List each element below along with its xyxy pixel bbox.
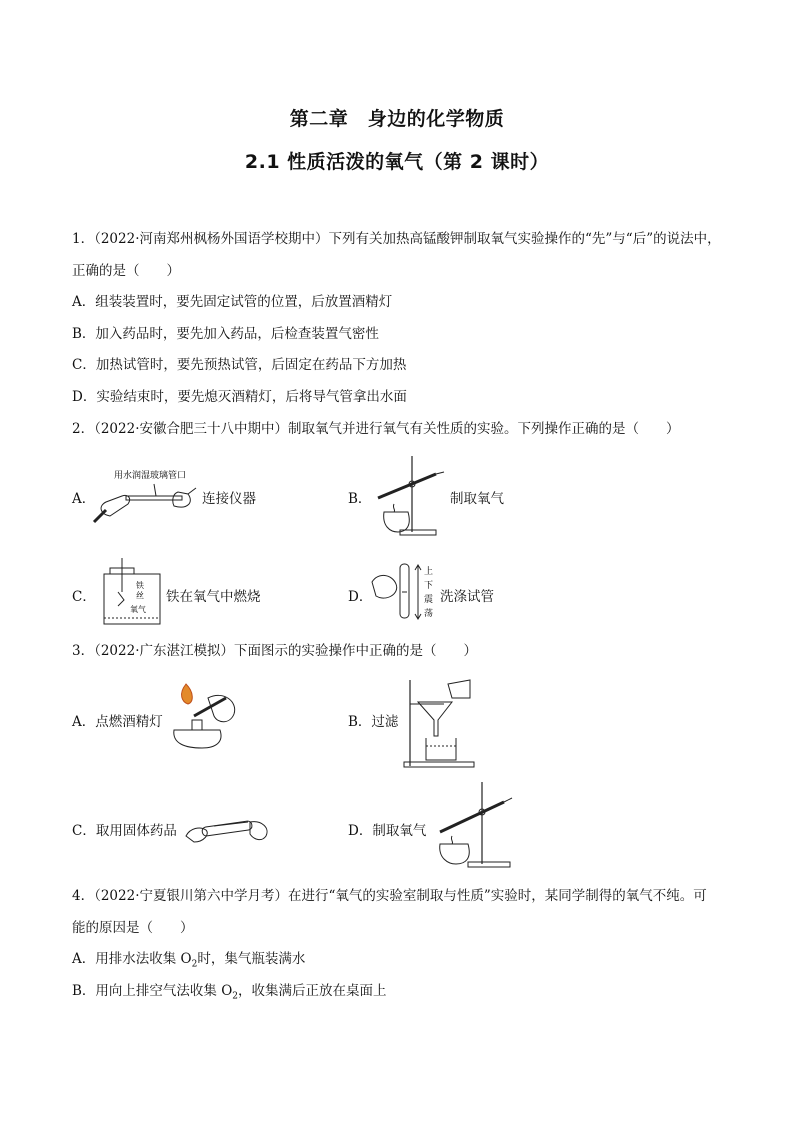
q4-option-a-suffix: 时，集气瓶装满水	[197, 951, 306, 967]
q3-c-image-take-solid	[184, 796, 274, 850]
q1-option-b: B．加入药品时，要先加入药品，后检查装置气密性	[72, 326, 379, 342]
q4-stem-line2: 能的原因是（ ）	[72, 920, 194, 936]
q2-option-c-caption: 铁在氧气中燃烧	[166, 589, 261, 605]
q2-d-image-shake-test-tube	[370, 562, 440, 626]
q4-option-a-sub: 2	[191, 959, 198, 970]
q2-option-a-letter: A．	[72, 491, 96, 507]
q2-d-label-up: 上	[424, 567, 434, 577]
q2-c-label-oxygen: 氧气	[130, 605, 146, 614]
q4-stem-line1: 4．（2022·宁夏银川第六中学月考）在进行“氧气的实验室制取与性质”实验时，某同学制得的氧气不纯。可	[72, 888, 707, 904]
q2-d-label-down: 下	[424, 581, 434, 591]
q1-stem-line1: 1．（2022·河南郑州枫杨外国语学校期中）下列有关加热高锰酸钾制取氧气实验操作的“先”与“后”的说法中，	[72, 231, 721, 247]
q3-stem: 3．（2022·广东湛江模拟）下面图示的实验操作中正确的是（ ）	[72, 643, 477, 659]
q3-d-image-oxygen-apparatus	[432, 778, 518, 874]
q1-stem-line2: 正确的是（ ）	[72, 263, 180, 279]
section-title: 2.1 性质活泼的氧气（第 2 课时）	[244, 151, 550, 173]
q2-b-image-oxygen-apparatus	[372, 452, 448, 542]
q4-option-b	[72, 981, 732, 1007]
q2-d-label-shake1: 震	[424, 595, 434, 605]
q2-option-a-caption: 连接仪器	[202, 491, 256, 507]
q2-c-label-iron: 铁	[136, 581, 144, 590]
q4-option-a	[72, 949, 732, 975]
q2-d-label-shake2: 荡	[424, 609, 434, 619]
q3-option-d: D．制取氧气	[348, 823, 427, 839]
q3-option-b: B．过滤	[348, 714, 399, 730]
q4-option-b-prefix: B．用向上排空气法收集 O	[72, 983, 233, 999]
q3-option-a: A．点燃酒精灯	[72, 714, 163, 730]
q1-option-a: A．组装装置时，要先固定试管的位置，后放置酒精灯	[72, 294, 393, 310]
q2-option-c-letter: C．	[72, 589, 96, 605]
q4-option-a-prefix: A．用排水法收集 O	[72, 951, 192, 967]
q2-option-d-letter: D．	[348, 589, 373, 605]
q3-a-image-alcohol-lamp	[164, 680, 244, 754]
chapter-title: 第二章 身边的化学物质	[289, 108, 505, 130]
q2-a-image-connect-glass-tube	[92, 466, 202, 530]
q2-stem: 2．（2022·安徽合肥三十八中期中）制取氧气并进行氧气有关性质的实验。下列操作正确的是（ ）	[72, 421, 680, 437]
q2-c-image-iron-burning-bottle	[96, 556, 166, 632]
q2-option-b-letter: B．	[348, 491, 372, 507]
q2-option-d-caption: 洗涤试管	[440, 589, 494, 605]
q1-option-c: C．加热试管时，要先预热试管，后固定在药品下方加热	[72, 357, 407, 373]
q2-option-b-caption: 制取氧气	[450, 491, 504, 507]
q2-a-image-text: 用水润湿玻璃管口	[114, 471, 187, 481]
q3-option-c: C．取用固体药品	[72, 823, 177, 839]
q1-option-d: D．实验结束时，要先熄灭酒精灯，后将导气管拿出水面	[72, 389, 407, 405]
q2-c-label-wire: 丝	[136, 591, 144, 600]
q4-option-b-sub: 2	[232, 991, 239, 1002]
q3-b-image-filtration	[404, 676, 484, 772]
q4-option-b-suffix: ，收集满后正放在桌面上	[238, 983, 387, 999]
